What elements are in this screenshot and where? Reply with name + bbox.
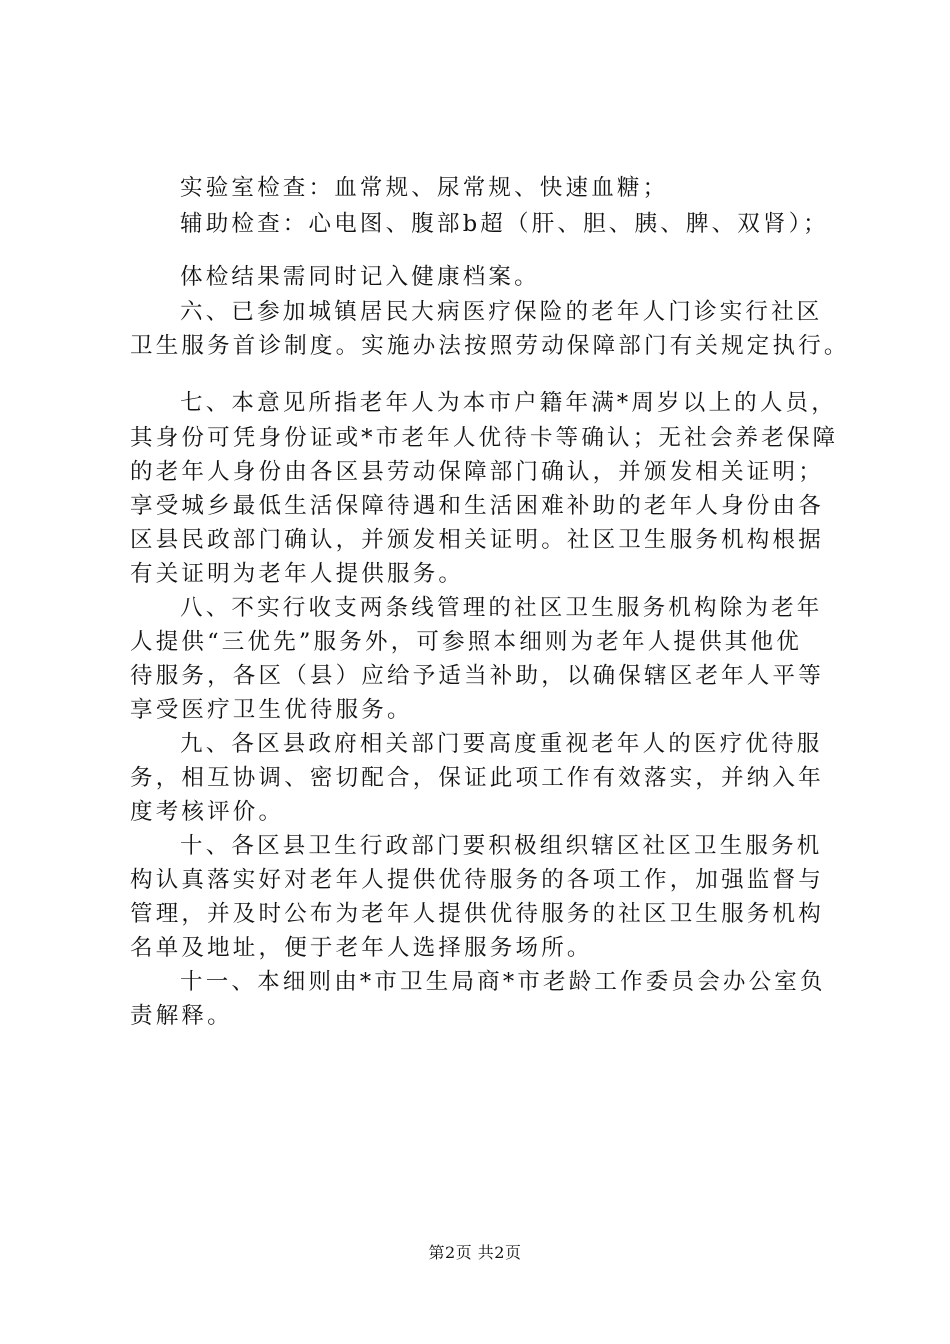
text-line: 管理，并及时公布为老年人提供优待服务的社区卫生服务机构	[130, 901, 824, 927]
text-line: 辅助检查：心电图、腹部b超（肝、胆、胰、脾、双肾）；	[180, 211, 829, 237]
text-line: 名单及地址，便于老年人选择服务场所。	[130, 935, 593, 961]
text-line: 享受医疗卫生优待服务。	[130, 697, 413, 723]
text-line: 度考核评价。	[130, 799, 285, 825]
text-line: 构认真落实好对老年人提供优待服务的各项工作，加强监督与	[130, 867, 824, 893]
text-line: 待服务，各区（县）应给予适当补助，以确保辖区老年人平等	[130, 663, 824, 689]
text-line: 人提供“三优先”服务外，可参照本细则为老年人提供其他优	[130, 629, 802, 655]
text-line: 十一、本细则由*市卫生局商*市老龄工作委员会办公室负	[180, 969, 826, 995]
text-line: 九、各区县政府相关部门要高度重视老年人的医疗优待服	[180, 731, 823, 757]
text-line: 其身份可凭身份证或*市老年人优待卡等确认；无社会养老保障	[130, 425, 839, 451]
text-line: 享受城乡最低生活保障待遇和生活困难补助的老年人身份由各	[130, 493, 824, 519]
text-line: 的老年人身份由各区县劳动保障部门确认，并颁发相关证明；	[130, 459, 824, 485]
text-line: 体检结果需同时记入健康档案。	[180, 264, 540, 290]
text-line: 十、各区县卫生行政部门要积极组织辖区社区卫生服务机	[180, 833, 823, 859]
text-line: 区县民政部门确认，并颁发相关证明。社区卫生服务机构根据	[130, 527, 824, 553]
text-line: 八、不实行收支两条线管理的社区卫生服务机构除为老年	[180, 595, 823, 621]
text-line: 卫生服务首诊制度。实施办法按照劳动保障部门有关规定执行。	[130, 333, 850, 359]
text-line: 责解释。	[130, 1003, 233, 1029]
text-line: 实验室检查：血常规、尿常规、快速血糖；	[180, 175, 669, 201]
text-line: 有关证明为老年人提供服务。	[130, 561, 465, 587]
page-number-footer: 第2页 共2页	[428, 1243, 522, 1262]
text-line: 七、本意见所指老年人为本市户籍年满*周岁以上的人员，	[180, 390, 837, 416]
text-line: 务，相互协调、密切配合，保证此项工作有效落实，并纳入年	[130, 765, 824, 791]
text-line: 六、已参加城镇居民大病医疗保险的老年人门诊实行社区	[180, 299, 823, 325]
